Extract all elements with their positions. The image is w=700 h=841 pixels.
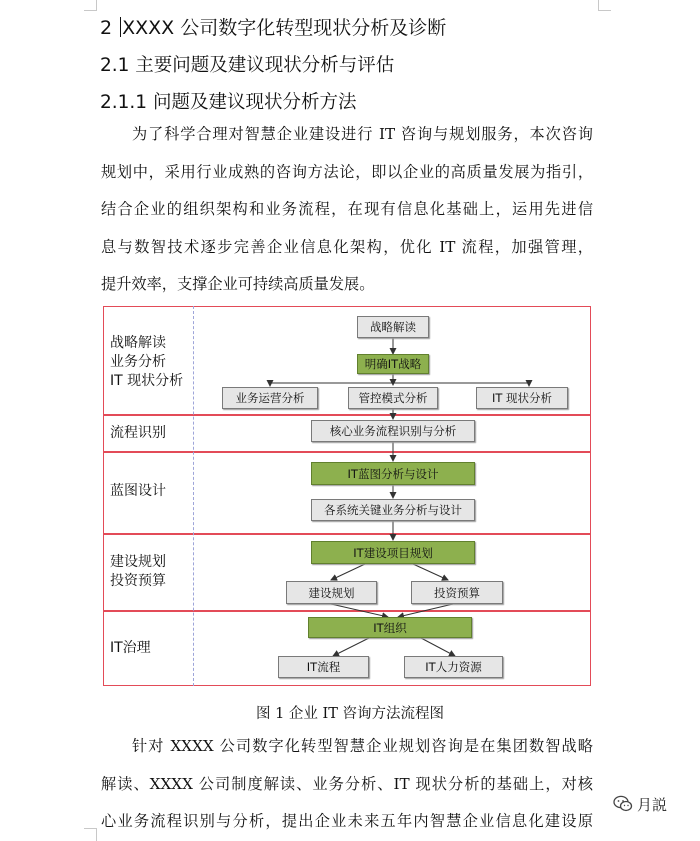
paragraph-line: 息与数智技术逐步完善企业信息化架构，优化 IT 流程，加强管理， — [101, 237, 593, 256]
stage-label-line: 投资预算 — [110, 573, 166, 589]
connector-arrow — [331, 564, 365, 580]
box-it-project-planning: IT建设项目规划 — [311, 541, 475, 564]
box-strategy-reading: 战略解读 — [357, 316, 429, 338]
text-cursor — [120, 17, 121, 37]
paragraph-intro — [101, 116, 593, 304]
stage-label-line: 建设规划 — [110, 554, 166, 570]
paragraph-line: 规划中，采用行业成熟的咨询方法论，即以企业的高质量发展为指引， — [101, 162, 593, 181]
paragraph-followup — [101, 728, 593, 841]
heading-1-text: XXXX 公司数字化转型现状分析及诊断 — [122, 17, 447, 39]
box-it-status-analysis: IT 现状分析 — [476, 387, 568, 409]
paragraph-line: 针对 XXXX 公司数字化转型智慧企业规划咨询是在集团数智战略 — [132, 737, 593, 755]
wechat-icon — [613, 795, 633, 817]
stage-label-blueprint: 蓝图设计 — [110, 483, 166, 499]
stage-label-line: 业务分析 — [110, 354, 166, 370]
watermark-text: 月説 — [637, 796, 668, 814]
stage-label-line: 战略解读 — [110, 335, 166, 351]
heading-level-3: 2.1.1 问题及建议现状分析方法 — [100, 92, 357, 113]
connector-arrow — [331, 604, 388, 617]
connector-arrow — [398, 604, 453, 617]
box-business-ops-analysis: 业务运营分析 — [222, 387, 318, 409]
paragraph-line: 结合企业的组织架构和业务流程，在现有信息化基础上，运用先进信 — [101, 200, 593, 218]
box-it-blueprint: IT蓝图分析与设计 — [311, 462, 475, 485]
paragraph-line: 解读、XXXX 公司制度解读、业务分析、IT 现状分析的基础上，对核 — [101, 774, 593, 793]
connector-arrow — [333, 638, 369, 656]
box-investment-budget: 投资预算 — [411, 581, 503, 604]
box-clear-it-strategy: 明确IT战略 — [357, 354, 429, 374]
corner-mark-top-right — [598, 0, 611, 11]
box-it-process: IT流程 — [278, 656, 369, 678]
figure-caption: 图 1 企业 IT 咨询方法流程图 — [255, 706, 445, 722]
corner-mark-bottom-left — [84, 828, 97, 841]
heading-level-2: 2.1 主要问题及建议现状分析与评估 — [100, 55, 395, 76]
box-construction-planning: 建设规划 — [286, 581, 377, 604]
stage-label-line: IT 现状分析 — [110, 373, 184, 389]
paragraph-line: 提升效率，支撑企业可持续高质量发展。 — [101, 275, 375, 293]
paragraph-line: 心业务流程识别与分析，提出企业未来五年内智慧企业信息化建设原 — [101, 812, 593, 830]
box-control-model-analysis: 管控模式分析 — [348, 387, 438, 409]
box-core-process-analysis: 核心业务流程识别与分析 — [311, 420, 475, 442]
paragraph-line: 为了科学合理对智慧企业建设进行 IT 咨询与规划服务，本次咨询 — [132, 125, 593, 143]
connector-arrow — [413, 564, 448, 580]
heading-level-1 — [100, 13, 446, 40]
stage-label-process: 流程识别 — [110, 425, 166, 441]
box-system-key-business: 各系统关键业务分析与设计 — [311, 499, 475, 521]
consulting-method-flowchart — [103, 306, 593, 686]
box-it-hr: IT人力资源 — [404, 656, 503, 678]
connector-arrow — [421, 638, 455, 656]
stage-label-governance: IT治理 — [110, 640, 151, 656]
heading-1-number: 2 — [100, 17, 113, 39]
corner-mark-top-left — [84, 0, 97, 11]
watermark — [613, 794, 667, 817]
box-it-organization: IT组织 — [308, 617, 472, 638]
